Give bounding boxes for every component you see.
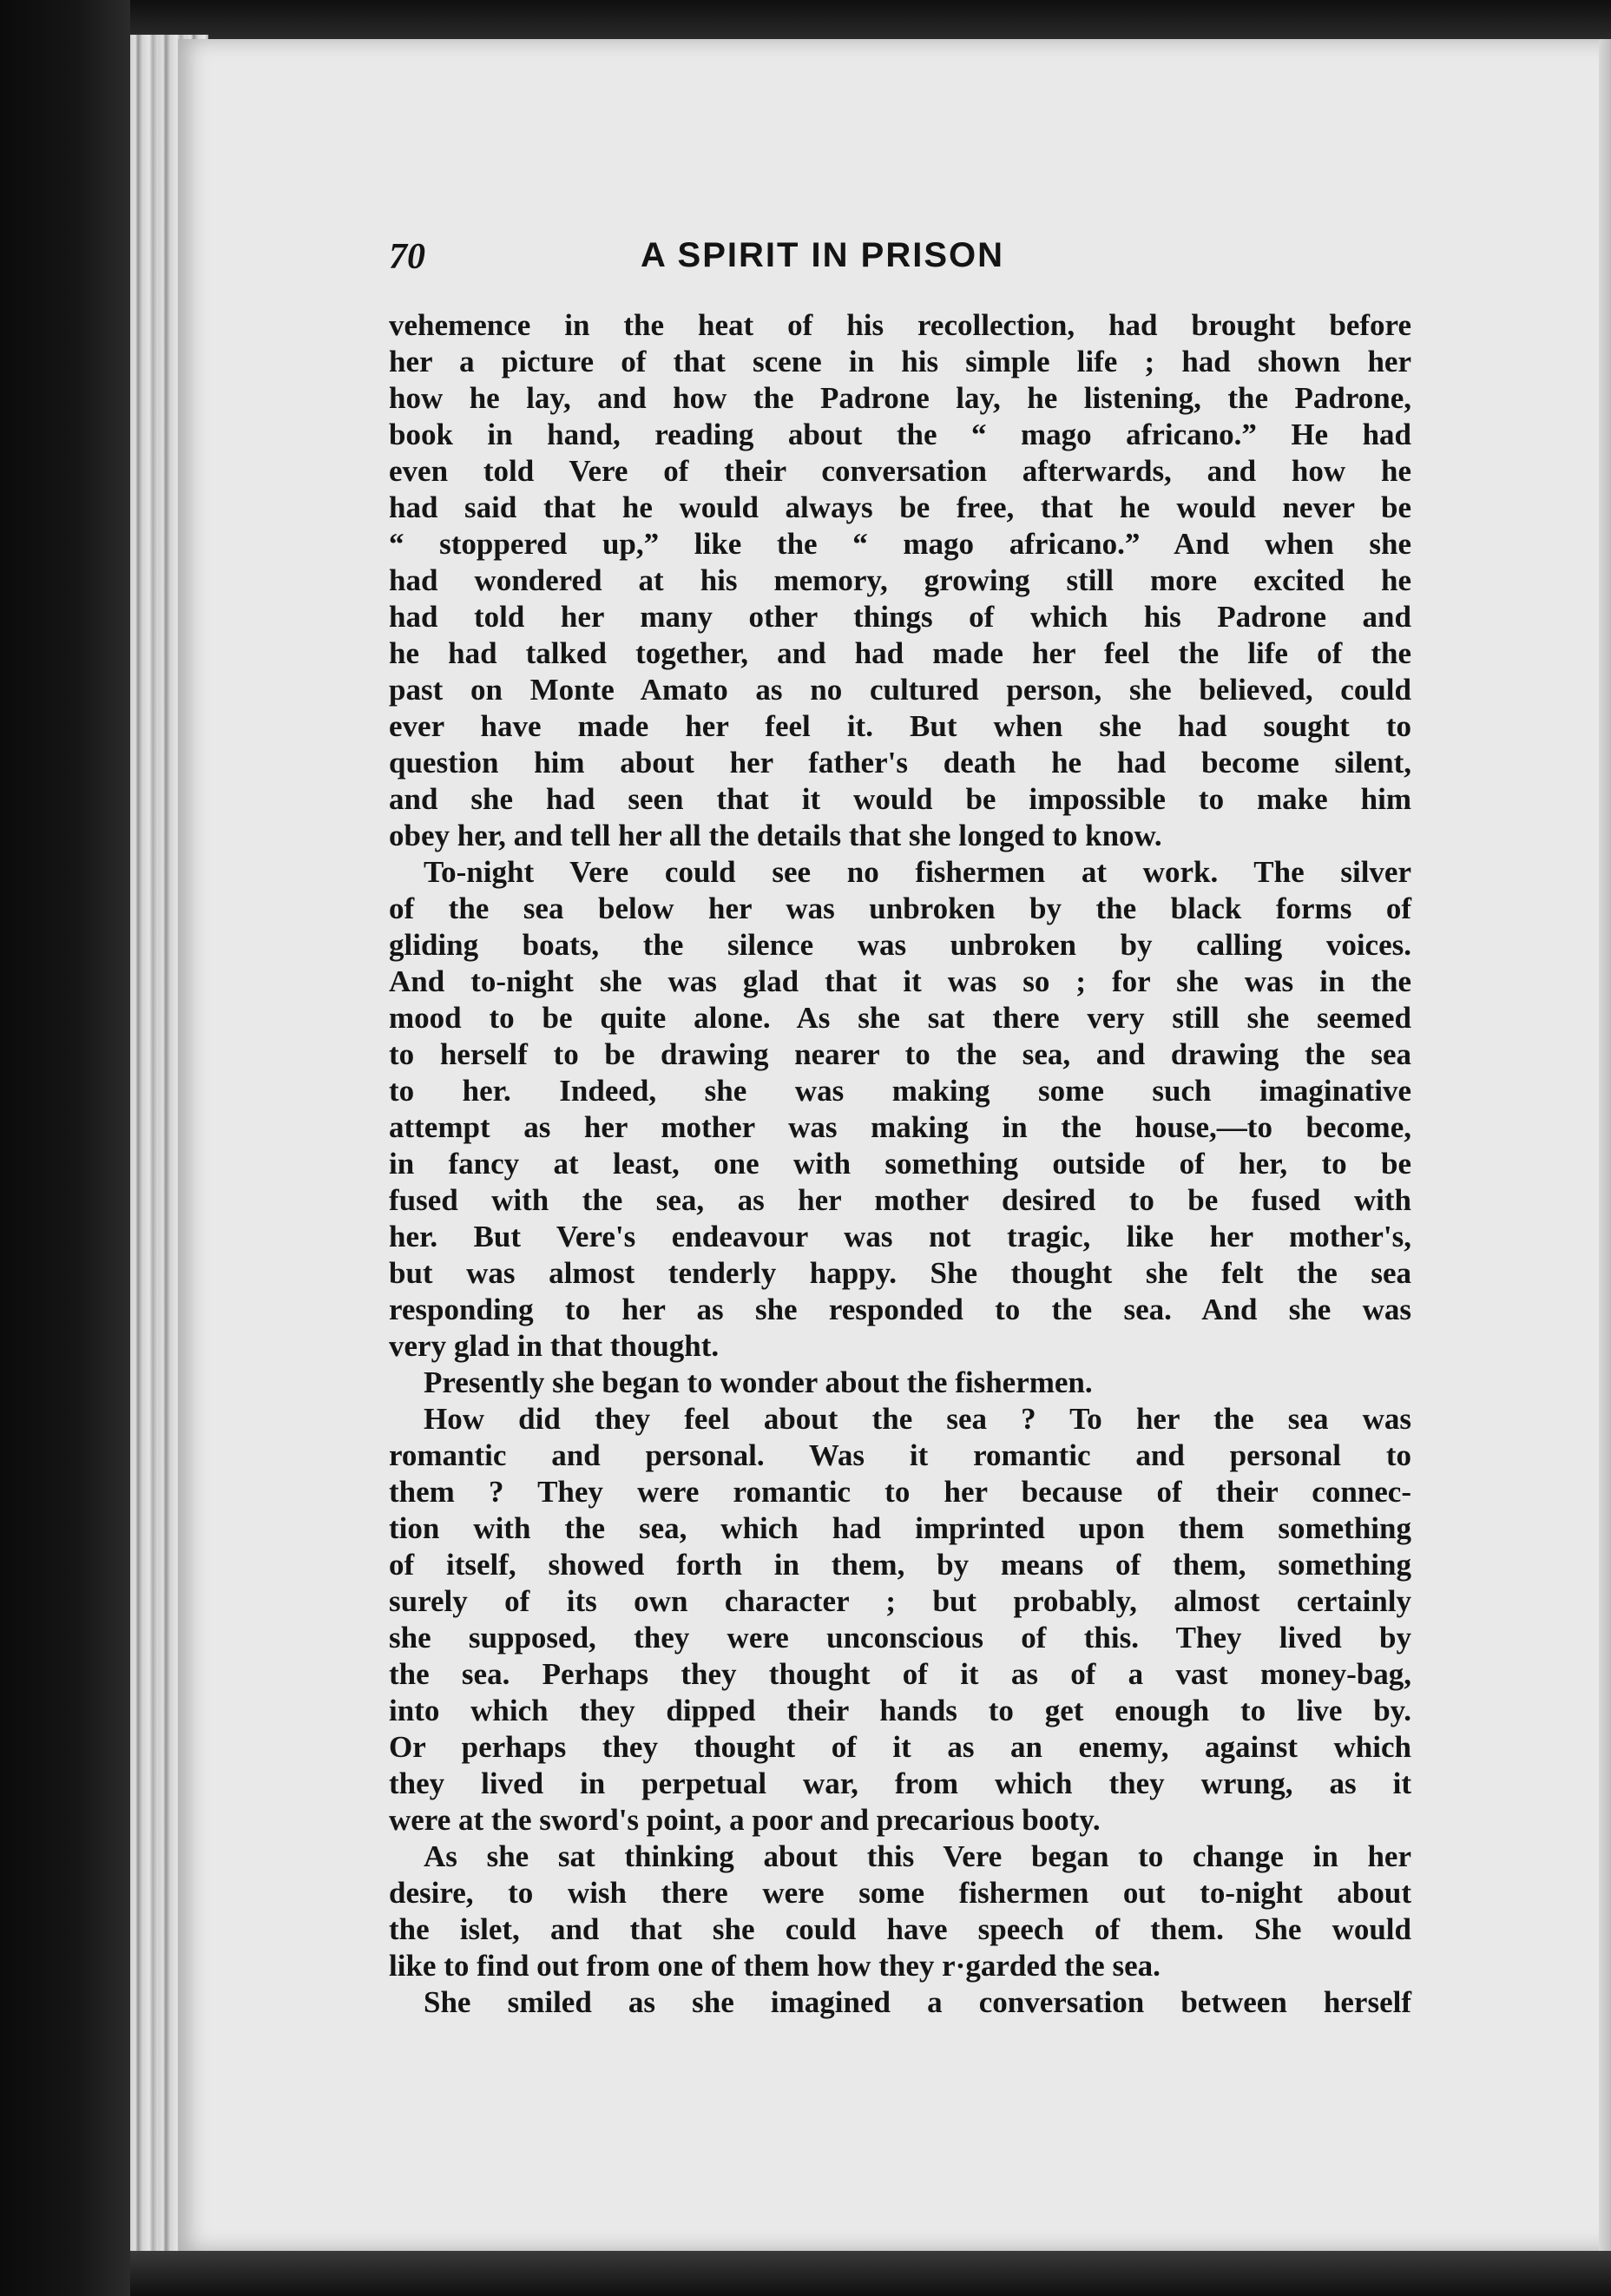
text-line: attempt as her mother was making in the house,—to become, [389, 1110, 1411, 1144]
text-line: obey her, and tell her all the details that she longed to know. [389, 819, 1162, 852]
text-line: question him about her father's death he had become silent, [389, 746, 1411, 780]
text-line: they lived in perpetual war, from which they wrung, as it [389, 1766, 1411, 1800]
text-line: but was almost tenderly happy. She thought she felt the sea [389, 1256, 1411, 1290]
text-line: her a picture of that scene in his simple life ; had shown her [389, 345, 1411, 378]
text-line: responding to her as she responded to the sea. And she was [389, 1293, 1411, 1326]
text-line: fused with the sea, as her mother desired to be fused with [389, 1183, 1411, 1217]
text-line: into which they dipped their hands to get enough to live by. [389, 1694, 1411, 1727]
text-line: the islet, and that she could have speech of them. She would [389, 1912, 1411, 1946]
text-line: in fancy at least, one with something outside of her, to be [389, 1147, 1411, 1181]
text-line: and she had seen that it would be impossible to make him [389, 782, 1411, 816]
scanner-shadow-top [130, 0, 1611, 39]
text-line: ever have made her feel it. But when she had sought to [389, 709, 1411, 743]
text-line: like to find out from one of them how they r·garded the sea. [389, 1949, 1161, 1983]
text-line: How did they feel about the sea ? To her the sea was [424, 1402, 1411, 1436]
text-line: had wondered at his memory, growing still more excited he [389, 563, 1411, 597]
text-line: even told Vere of their conversation afterwards, and how he [389, 454, 1411, 488]
text-line: She smiled as she imagined a conversation between herself [424, 1985, 1411, 2019]
text-line: to her. Indeed, she was making some such imaginative [389, 1074, 1411, 1108]
text-line: tion with the sea, which had imprinted upon them something [389, 1511, 1411, 1545]
text-line: romantic and personal. Was it romantic and personal to [389, 1438, 1411, 1472]
body-text [389, 307, 1411, 2021]
page-right-edge [1599, 39, 1611, 2251]
text-line: to herself to be drawing nearer to the sea, and drawing the sea [389, 1037, 1411, 1071]
text-line: of itself, showed forth in them, by means of them, something [389, 1548, 1411, 1582]
text-line: had told her many other things of which his Padrone and [389, 600, 1411, 634]
text-line: gliding boats, the silence was unbroken by calling voices. [389, 928, 1411, 962]
text-line: he had talked together, and had made her feel the life of the [389, 636, 1411, 670]
text-line: had said that he would always be free, that he would never be [389, 490, 1411, 524]
text-line: As she sat thinking about this Vere began to change in her [424, 1839, 1411, 1873]
text-line: And to-night she was glad that it was so ; for she was in the [389, 964, 1411, 998]
text-line: how he lay, and how the Padrone lay, he listening, the Padrone, [389, 381, 1411, 415]
text-line: “ stoppered up,” like the “ mago africano.” And when she [389, 527, 1411, 561]
page-number: 70 [389, 237, 425, 277]
text-line: very glad in that thought. [389, 1329, 720, 1363]
page-header [389, 236, 1127, 280]
text-line: them ? They were romantic to her because of their connec- [389, 1475, 1411, 1509]
scanner-shadow-left [0, 0, 130, 2296]
text-line: vehemence in the heat of his recollection, had brought before [389, 308, 1411, 342]
text-line: desire, to wish there were some fishermen out to-night about [389, 1876, 1411, 1910]
text-line: the sea. Perhaps they thought of it as of a vast money-bag, [389, 1657, 1411, 1691]
text-line: mood to be quite alone. As she sat there very still she seemed [389, 1001, 1411, 1035]
text-line: of the sea below her was unbroken by the black forms of [389, 891, 1411, 925]
text-line: Or perhaps they thought of it as an enemy, against which [389, 1730, 1411, 1764]
text-line: were at the sword's point, a poor and precarious booty. [389, 1803, 1101, 1837]
text-line: book in hand, reading about the “ mago africano.” He had [389, 418, 1411, 451]
text-line: surely of its own character ; but probably, almost certainly [389, 1584, 1411, 1618]
text-line: To-night Vere could see no fishermen at work. The silver [424, 855, 1411, 889]
text-line: she supposed, they were unconscious of this. They lived by [389, 1621, 1411, 1655]
text-line: her. But Vere's endeavour was not tragic, like her mother's, [389, 1220, 1411, 1253]
scanner-shadow-bottom [130, 2251, 1611, 2296]
text-line: past on Monte Amato as no cultured person, she believed, could [389, 673, 1411, 707]
text-line: Presently she began to wonder about the fishermen. [424, 1365, 1093, 1399]
running-title: A SPIRIT IN PRISON [641, 236, 1005, 274]
